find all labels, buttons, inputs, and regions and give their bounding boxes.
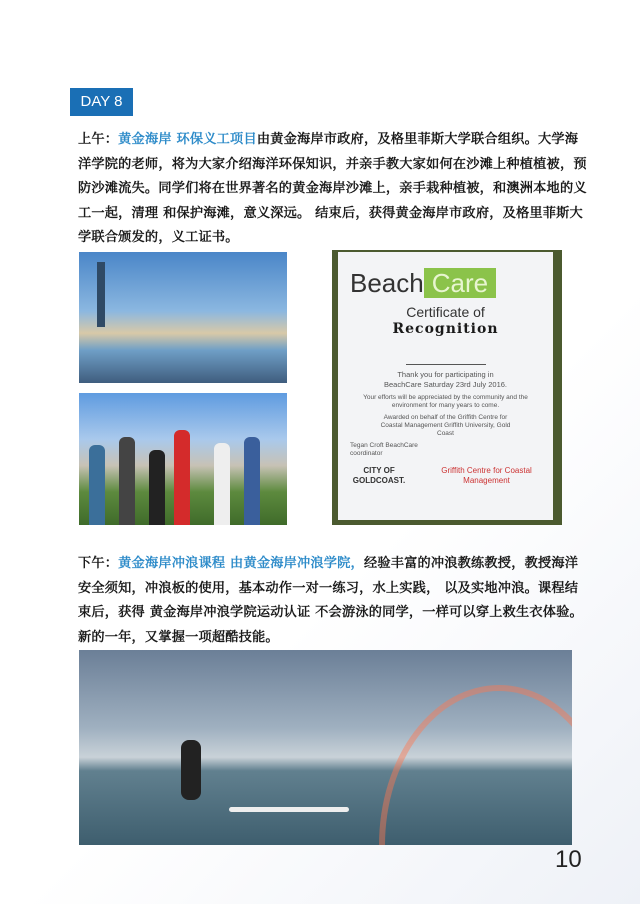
person [214,443,230,525]
afternoon-highlight: 黄金海岸冲浪课程 由黄金海岸冲浪学院， [118,556,364,571]
volunteer-group-photo [79,393,287,525]
morning-text: 由黄金海岸市政府，及格里菲斯大学联合组织。大学海洋学院的老师，将为大家介绍海洋环保知识，并亲手教大家如何在沙滩上种植植被，预防沙滩流失。同学们将在世界著名的黄金海岸沙滩上，亲手栽种植被，和澳洲本地的义工一起，清理 和保护海滩，意义深远。 结束后，获得黄金海岸市政府，及格里菲斯大学联合颁发的，义工证书。 [78,132,587,245]
beach-photo [79,252,287,383]
morning-prefix: 上午： [78,132,119,147]
certificate-awarded: Awarded on behalf of the Griffith Centre for Coastal Management Griffith University, Gold Coast [380,414,511,437]
person [149,450,165,525]
page-number: 10 [555,846,582,873]
rainbow [379,685,572,845]
skyscraper [97,262,105,327]
morning-highlight: 黄金海岸 环保义工项目 [118,132,257,147]
surfboard [229,807,349,812]
surfing-photo [79,650,572,845]
surfer [181,740,201,800]
griffith-logo: Griffith Centre for Coastal Management [441,466,532,485]
certificate-signer: Tegan Croft BeachCare coordinator [350,442,418,457]
person [174,430,190,525]
certificate-photo [332,250,562,525]
afternoon-prefix: 下午： [78,556,119,571]
certificate-title2: Recognition [392,321,499,337]
person [119,437,135,525]
person [244,437,260,525]
afternoon-paragraph [78,552,588,650]
afternoon-text: 经验丰富的冲浪教练教授，教授海洋安全须知，冲浪板的使用，基本动作一对一练习，水上实践， 以及实地冲浪。课程结束后，获得 黄金海岸冲浪学院运动认证 不会游泳的同学，一样可以穿上救生衣体验。新的一年，又掌握一项超酷技能。 [78,556,583,645]
person [89,445,105,525]
goldcoast-logo: CITY OF GOLDCOAST. [352,466,406,485]
morning-paragraph [78,128,588,251]
certificate-efforts: Your efforts will be appreciated by the community and the environment for many years to come. [363,394,528,409]
certificate-thanks: Thank you for participating in BeachCare Saturday 23rd July 2016. [384,370,507,389]
certificate-paper [338,252,553,520]
day-badge: DAY 8 [70,88,133,116]
certificate-title: Certificate of [406,304,485,320]
beachcare-logo: Beach Care [338,268,553,298]
